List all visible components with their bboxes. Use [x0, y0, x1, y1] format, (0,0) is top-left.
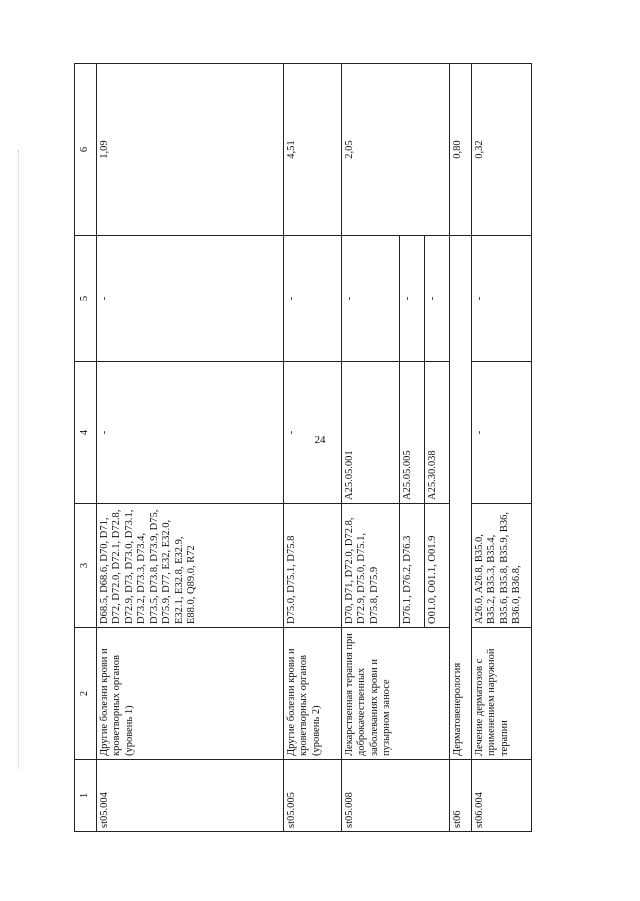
row-code: st05.004 [96, 760, 283, 832]
row-service: A25.05.001 [341, 362, 399, 504]
row-service: A25.05.005 [399, 362, 424, 504]
header-col-6: 6 [75, 64, 97, 236]
header-col-3: 3 [75, 504, 97, 628]
table-row [449, 64, 471, 832]
row-diagnoses: D76.1, D76.2, D76.3 [399, 504, 424, 628]
row-name: Другие болезни крови и кроветворных органов (уровень 1) [96, 628, 283, 760]
row-code: st06 [449, 760, 471, 832]
row-coefficient: 0,32 [471, 64, 531, 236]
row-name: Лечение дерматозов с применением наружной терапии [471, 628, 531, 760]
row-coefficient: 1,09 [96, 64, 283, 236]
table-row [96, 64, 283, 832]
row-diagnoses: O01.0, O01.1, O01.9 [424, 504, 449, 628]
header-col-4: 4 [75, 362, 97, 504]
row-code: st06.004 [471, 760, 531, 832]
page-number: 24 [314, 434, 326, 446]
header-col-2: 2 [75, 628, 97, 760]
row-name: Другие болезни крови и кроветворных органов (уровень 2) [283, 628, 341, 760]
row-service: A25.30.038 [424, 362, 449, 504]
rotated-table-container [74, 64, 528, 832]
row-other: - [283, 236, 341, 362]
row-diagnoses: D70, D71, D72.0, D72.8, D72.9, D75.0, D75.1, D75.8, D75.9 [341, 504, 399, 628]
header-col-5: 5 [75, 236, 97, 362]
row-diagnoses: A26.0, A26.8, B35.0, B35.2, B35.3, B35.4, B35.6, B35.8, B35.9, B36, B36.0, B36.8, [471, 504, 531, 628]
row-service: - [283, 362, 341, 504]
header-row [75, 64, 97, 832]
row-coefficient: 0,80 [449, 64, 471, 236]
header-col-1: 1 [75, 760, 97, 832]
row-other: - [424, 236, 449, 362]
margin-guide [18, 150, 20, 770]
row-coefficient: 4,51 [283, 64, 341, 236]
row-coefficient: 2,05 [341, 64, 449, 236]
row-code: st05.008 [341, 760, 449, 832]
row-code: st05.005 [283, 760, 341, 832]
row-diagnoses: D68.5, D68.6, D70, D71, D72, D72.0, D72.1, D72.8, D72.9, D73, D73.0, D73.1, D73.2, D73.3, D73.4, D73.5, D73.8, D73.9, D75, D75.9, D77, E32, E32.0, E32.1, E32.8, E32.9, E88.0, Q89.0, R72 [96, 504, 283, 628]
row-service: - [96, 362, 283, 504]
table-row [283, 64, 341, 832]
row-other: - [341, 236, 399, 362]
row-service: - [471, 362, 531, 504]
row-name: Дерматовенерология [449, 236, 471, 760]
row-diagnoses: D75.0, D75.1, D75.8 [283, 504, 341, 628]
table-row [471, 64, 531, 832]
row-other: - [399, 236, 424, 362]
tariff-table [74, 63, 532, 832]
table-row [341, 64, 399, 832]
row-other: - [471, 236, 531, 362]
row-name: Лекарственная терапия при доброкачественных заболеваниях крови и пузырном заносе [341, 628, 449, 760]
row-other: - [96, 236, 283, 362]
